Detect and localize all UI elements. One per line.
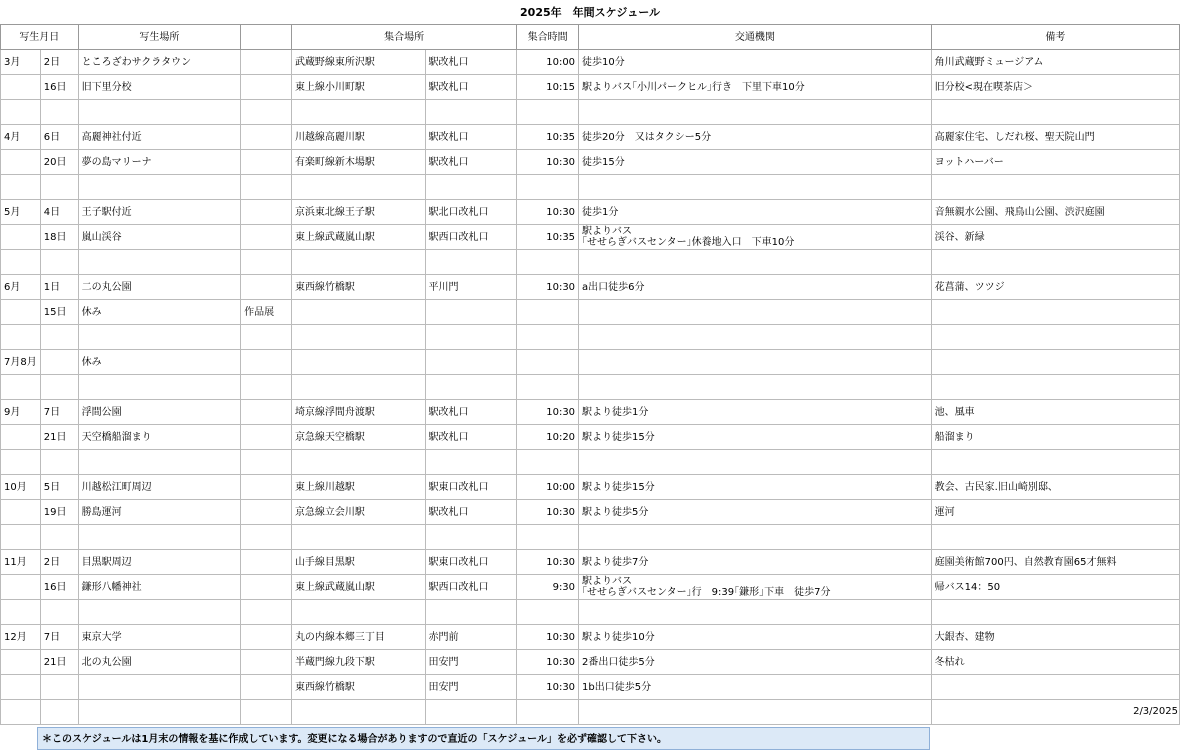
cell-extra: 作品展 <box>241 300 292 325</box>
cell-station: 有楽町線新木場駅 <box>291 150 425 175</box>
cell-day: 7日 <box>40 625 78 650</box>
page-title: 2025年 年間スケジュール <box>520 6 660 19</box>
cell-place: 旧下里分校 <box>78 75 240 100</box>
cell-time <box>517 700 579 725</box>
cell-gate: 駅改札口 <box>425 500 517 525</box>
cell-gate: 駅改札口 <box>425 125 517 150</box>
cell-gate: 平川門 <box>425 275 517 300</box>
cell-note <box>931 675 1179 700</box>
table-row <box>1 525 1180 550</box>
cell-gate: 駅改札口 <box>425 50 517 75</box>
cell-day: 21日 <box>40 425 78 450</box>
cell-month <box>1 175 41 200</box>
cell-month <box>1 675 41 700</box>
table-row <box>1 450 1180 475</box>
cell-station: 川越線高麗川駅 <box>291 125 425 150</box>
cell-place: 東京大学 <box>78 625 240 650</box>
cell-extra <box>241 425 292 450</box>
cell-station: 武蔵野線東所沢駅 <box>291 50 425 75</box>
cell-place: 休み <box>78 300 240 325</box>
table-row <box>1 100 1180 125</box>
cell-place: 勝島運河 <box>78 500 240 525</box>
cell-day: 4日 <box>40 200 78 225</box>
cell-gate <box>425 450 517 475</box>
cell-month: 12月 <box>1 625 41 650</box>
cell-transport: 駅より徒歩7分 <box>579 550 932 575</box>
cell-station: 東上線川越駅 <box>291 475 425 500</box>
cell-month: 7月8月 <box>1 350 41 375</box>
cell-station <box>291 325 425 350</box>
cell-day: 15日 <box>40 300 78 325</box>
cell-gate <box>425 700 517 725</box>
cell-month: 6月 <box>1 275 41 300</box>
cell-note <box>931 375 1179 400</box>
cell-note: 角川武蔵野ミュージアム <box>931 50 1179 75</box>
cell-month <box>1 575 41 600</box>
cell-transport <box>579 525 932 550</box>
cell-transport <box>579 250 932 275</box>
cell-day: 16日 <box>40 75 78 100</box>
cell-station: 丸の内線本郷三丁目 <box>291 625 425 650</box>
cell-month <box>1 75 41 100</box>
cell-gate <box>425 350 517 375</box>
cell-note <box>931 600 1179 625</box>
cell-place <box>78 175 240 200</box>
cell-note <box>931 175 1179 200</box>
cell-extra <box>241 550 292 575</box>
cell-extra <box>241 625 292 650</box>
cell-month: 3月 <box>1 50 41 75</box>
cell-month <box>1 100 41 125</box>
cell-time: 10:30 <box>517 400 579 425</box>
cell-time <box>517 175 579 200</box>
cell-gate: 田安門 <box>425 675 517 700</box>
cell-day: 18日 <box>40 225 78 250</box>
header-month-day: 写生月日 <box>1 25 79 50</box>
cell-time: 10:30 <box>517 150 579 175</box>
header-blank <box>241 25 292 50</box>
cell-station: 埼京線浮間舟渡駅 <box>291 400 425 425</box>
cell-note <box>931 350 1179 375</box>
table-row <box>1 400 1180 425</box>
table-row <box>1 150 1180 175</box>
cell-station: 京急線立会川駅 <box>291 500 425 525</box>
cell-month <box>1 525 41 550</box>
cell-gate: 駅改札口 <box>425 75 517 100</box>
cell-transport: 2番出口徒歩5分 <box>579 650 932 675</box>
cell-transport: 徒歩1分 <box>579 200 932 225</box>
cell-time <box>517 325 579 350</box>
cell-station <box>291 350 425 375</box>
cell-note: ヨットハーバー <box>931 150 1179 175</box>
header-meet-place: 集合場所 <box>291 25 516 50</box>
cell-day <box>40 525 78 550</box>
cell-time <box>517 350 579 375</box>
cell-extra <box>241 400 292 425</box>
cell-station <box>291 175 425 200</box>
cell-time: 10:30 <box>517 675 579 700</box>
table-row <box>1 675 1180 700</box>
cell-gate: 駅西口改札口 <box>425 225 517 250</box>
cell-station: 東上線小川町駅 <box>291 75 425 100</box>
cell-gate: 駅北口改札口 <box>425 200 517 225</box>
table-row <box>1 625 1180 650</box>
cell-transport: 駅よりバス ｢せせらぎバスセンター｣行 9:39｢鎌形｣下車 徒歩7分 <box>579 575 932 600</box>
cell-gate: 赤門前 <box>425 625 517 650</box>
cell-note: 帰バス14：50 <box>931 575 1179 600</box>
cell-transport: a出口徒歩6分 <box>579 275 932 300</box>
cell-extra <box>241 325 292 350</box>
cell-month <box>1 600 41 625</box>
cell-note: 冬枯れ <box>931 650 1179 675</box>
header-place: 写生場所 <box>78 25 240 50</box>
cell-month <box>1 150 41 175</box>
cell-day: 2日 <box>40 550 78 575</box>
cell-time: 10:30 <box>517 500 579 525</box>
cell-day: 5日 <box>40 475 78 500</box>
cell-station <box>291 525 425 550</box>
cell-station <box>291 375 425 400</box>
table-row <box>1 650 1180 675</box>
cell-day: 2日 <box>40 50 78 75</box>
cell-time <box>517 525 579 550</box>
cell-month: 4月 <box>1 125 41 150</box>
cell-month <box>1 500 41 525</box>
cell-month <box>1 250 41 275</box>
cell-day: 7日 <box>40 400 78 425</box>
cell-transport <box>579 350 932 375</box>
cell-day <box>40 675 78 700</box>
cell-extra <box>241 650 292 675</box>
cell-extra <box>241 525 292 550</box>
table-row <box>1 50 1180 75</box>
cell-transport <box>579 375 932 400</box>
cell-extra <box>241 175 292 200</box>
cell-day <box>40 375 78 400</box>
cell-day: 6日 <box>40 125 78 150</box>
cell-transport: 駅より徒歩15分 <box>579 475 932 500</box>
cell-time <box>517 450 579 475</box>
cell-transport: 1b出口徒歩5分 <box>579 675 932 700</box>
cell-extra <box>241 75 292 100</box>
cell-time: 10:30 <box>517 625 579 650</box>
cell-station <box>291 300 425 325</box>
cell-gate <box>425 175 517 200</box>
cell-station: 山手線目黒駅 <box>291 550 425 575</box>
cell-day <box>40 250 78 275</box>
cell-extra <box>241 125 292 150</box>
cell-time: 10:00 <box>517 50 579 75</box>
table-row <box>1 350 1180 375</box>
cell-note: 花菖蒲、ツツジ <box>931 275 1179 300</box>
table-row <box>1 700 1180 725</box>
cell-extra <box>241 275 292 300</box>
table-row <box>1 425 1180 450</box>
cell-time: 10:30 <box>517 200 579 225</box>
table-row <box>1 75 1180 100</box>
cell-place: 夢の島マリーナ <box>78 150 240 175</box>
cell-note: 大銀杏、建物 <box>931 625 1179 650</box>
cell-transport: 駅よりバス｢小川パークヒル｣行き 下里下車10分 <box>579 75 932 100</box>
cell-station <box>291 250 425 275</box>
footer-note: ＊このスケジュールは1月末の情報を基に作成しています。変更になる場合がありますので直近の「スケジュール」を必ず確認して下さい。 <box>37 727 930 750</box>
print-date: 2/3/2025 <box>1133 706 1178 717</box>
header-transport: 交通機関 <box>579 25 932 50</box>
cell-transport <box>579 600 932 625</box>
cell-transport: 徒歩20分 又はタクシー5分 <box>579 125 932 150</box>
cell-transport <box>579 300 932 325</box>
cell-place: 川越松江町周辺 <box>78 475 240 500</box>
cell-place <box>78 600 240 625</box>
cell-month: 11月 <box>1 550 41 575</box>
cell-place <box>78 675 240 700</box>
cell-transport <box>579 450 932 475</box>
cell-transport: 駅よりバス ｢せせらぎバスセンター｣休養地入口 下車10分 <box>579 225 932 250</box>
cell-gate <box>425 100 517 125</box>
cell-time: 10:30 <box>517 650 579 675</box>
cell-note <box>931 300 1179 325</box>
cell-time <box>517 300 579 325</box>
cell-station <box>291 700 425 725</box>
cell-gate: 駅改札口 <box>425 425 517 450</box>
cell-extra <box>241 250 292 275</box>
cell-gate <box>425 600 517 625</box>
cell-note <box>931 325 1179 350</box>
cell-time: 10:35 <box>517 225 579 250</box>
cell-place: 目黒駅周辺 <box>78 550 240 575</box>
cell-month <box>1 225 41 250</box>
cell-extra <box>241 50 292 75</box>
cell-note: 高麗家住宅、しだれ桜、聖天院山門 <box>931 125 1179 150</box>
cell-note <box>931 525 1179 550</box>
cell-gate: 駅改札口 <box>425 150 517 175</box>
cell-gate: 駅西口改札口 <box>425 575 517 600</box>
cell-time: 10:15 <box>517 75 579 100</box>
cell-time: 10:30 <box>517 550 579 575</box>
cell-gate <box>425 250 517 275</box>
cell-place: 鎌形八幡神社 <box>78 575 240 600</box>
cell-station: 京急線天空橋駅 <box>291 425 425 450</box>
cell-month: 9月 <box>1 400 41 425</box>
table-row <box>1 600 1180 625</box>
table-row <box>1 275 1180 300</box>
cell-station: 東上線武蔵嵐山駅 <box>291 575 425 600</box>
cell-gate: 田安門 <box>425 650 517 675</box>
cell-place: ところざわサクラタウン <box>78 50 240 75</box>
cell-day: 21日 <box>40 650 78 675</box>
table-row <box>1 300 1180 325</box>
cell-place: 北の丸公園 <box>78 650 240 675</box>
cell-note <box>931 450 1179 475</box>
cell-time <box>517 250 579 275</box>
cell-day <box>40 450 78 475</box>
cell-place: 高麗神社付近 <box>78 125 240 150</box>
cell-time: 10:20 <box>517 425 579 450</box>
table-row <box>1 375 1180 400</box>
cell-extra <box>241 675 292 700</box>
cell-place <box>78 100 240 125</box>
table-row <box>1 500 1180 525</box>
header-row <box>1 25 1180 50</box>
cell-extra <box>241 100 292 125</box>
cell-day <box>40 100 78 125</box>
cell-transport: 駅より徒歩15分 <box>579 425 932 450</box>
cell-time: 10:30 <box>517 275 579 300</box>
cell-gate <box>425 300 517 325</box>
cell-time: 9:30 <box>517 575 579 600</box>
cell-transport: 駅より徒歩10分 <box>579 625 932 650</box>
cell-month: 5月 <box>1 200 41 225</box>
cell-gate <box>425 325 517 350</box>
cell-time <box>517 100 579 125</box>
cell-extra <box>241 375 292 400</box>
cell-transport: 駅より徒歩1分 <box>579 400 932 425</box>
table-row <box>1 475 1180 500</box>
cell-extra <box>241 500 292 525</box>
schedule-table <box>0 24 1180 725</box>
table-row <box>1 125 1180 150</box>
cell-place <box>78 450 240 475</box>
cell-note <box>931 100 1179 125</box>
cell-transport: 駅より徒歩5分 <box>579 500 932 525</box>
cell-extra <box>241 475 292 500</box>
table-row <box>1 175 1180 200</box>
cell-station: 東西線竹橋駅 <box>291 275 425 300</box>
cell-month <box>1 650 41 675</box>
cell-transport <box>579 175 932 200</box>
cell-gate: 駅改札口 <box>425 400 517 425</box>
cell-month <box>1 450 41 475</box>
cell-note: 運河 <box>931 500 1179 525</box>
cell-note: 渓谷、新緑 <box>931 225 1179 250</box>
cell-transport <box>579 100 932 125</box>
cell-place: 二の丸公園 <box>78 275 240 300</box>
cell-transport: 徒歩10分 <box>579 50 932 75</box>
cell-place <box>78 375 240 400</box>
cell-gate <box>425 525 517 550</box>
header-meet-time: 集合時間 <box>517 25 579 50</box>
cell-day: 19日 <box>40 500 78 525</box>
cell-extra <box>241 225 292 250</box>
cell-station <box>291 100 425 125</box>
table-row <box>1 550 1180 575</box>
cell-note: 音無親水公園、飛鳥山公園、渋沢庭園 <box>931 200 1179 225</box>
cell-place: 王子駅付近 <box>78 200 240 225</box>
cell-note: 旧分校<現在喫茶店＞ <box>931 75 1179 100</box>
cell-place: 天空橋船溜まり <box>78 425 240 450</box>
cell-transport <box>579 325 932 350</box>
cell-station: 京浜東北線王子駅 <box>291 200 425 225</box>
cell-transport <box>579 700 932 725</box>
cell-day <box>40 600 78 625</box>
cell-time: 10:00 <box>517 475 579 500</box>
cell-time <box>517 600 579 625</box>
cell-day <box>40 350 78 375</box>
table-row <box>1 200 1180 225</box>
header-notes: 備考 <box>931 25 1179 50</box>
cell-month <box>1 700 41 725</box>
cell-extra <box>241 150 292 175</box>
cell-transport: 徒歩15分 <box>579 150 932 175</box>
cell-extra <box>241 600 292 625</box>
cell-note: 庭園美術館700円、自然教育園65才無料 <box>931 550 1179 575</box>
cell-day <box>40 175 78 200</box>
cell-month <box>1 325 41 350</box>
cell-day: 20日 <box>40 150 78 175</box>
cell-place <box>78 325 240 350</box>
cell-place <box>78 525 240 550</box>
cell-day <box>40 700 78 725</box>
cell-extra <box>241 350 292 375</box>
cell-note: 池、風車 <box>931 400 1179 425</box>
cell-place <box>78 250 240 275</box>
cell-day: 1日 <box>40 275 78 300</box>
cell-note: 船溜まり <box>931 425 1179 450</box>
cell-gate: 駅東口改札口 <box>425 475 517 500</box>
cell-extra <box>241 450 292 475</box>
cell-place: 休み <box>78 350 240 375</box>
cell-place: 嵐山渓谷 <box>78 225 240 250</box>
cell-extra <box>241 700 292 725</box>
cell-time: 10:35 <box>517 125 579 150</box>
cell-station <box>291 600 425 625</box>
cell-month <box>1 375 41 400</box>
cell-station: 東上線武蔵嵐山駅 <box>291 225 425 250</box>
cell-month <box>1 425 41 450</box>
cell-gate: 駅東口改札口 <box>425 550 517 575</box>
cell-note: 教会、古民家.旧山崎別邸、 <box>931 475 1179 500</box>
cell-station: 半蔵門線九段下駅 <box>291 650 425 675</box>
table-row <box>1 250 1180 275</box>
cell-note <box>931 250 1179 275</box>
table-row <box>1 225 1180 250</box>
cell-gate <box>425 375 517 400</box>
cell-place: 浮間公園 <box>78 400 240 425</box>
table-row <box>1 325 1180 350</box>
cell-extra <box>241 200 292 225</box>
cell-month: 10月 <box>1 475 41 500</box>
cell-station <box>291 450 425 475</box>
cell-station: 東西線竹橋駅 <box>291 675 425 700</box>
cell-place <box>78 700 240 725</box>
cell-day: 16日 <box>40 575 78 600</box>
cell-day <box>40 325 78 350</box>
cell-month <box>1 300 41 325</box>
table-row <box>1 575 1180 600</box>
cell-time <box>517 375 579 400</box>
cell-extra <box>241 575 292 600</box>
